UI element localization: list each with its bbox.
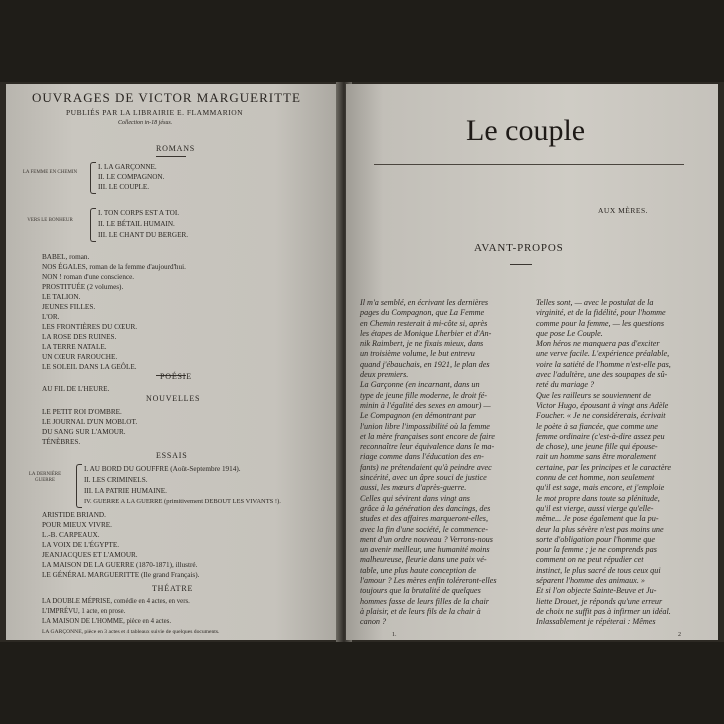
text-line: hommes fasse de leurs filles de la chair bbox=[360, 596, 489, 606]
divider bbox=[156, 156, 186, 157]
list-item: JEUNES FILLES. bbox=[42, 303, 96, 311]
list-item: L'OR. bbox=[42, 313, 60, 321]
poesie-heading: POÉSIE bbox=[160, 372, 192, 381]
text-line: Que les railleurs se souviennent de bbox=[536, 390, 651, 400]
text-line: virginité, et de la fidélité, pour l'homme bbox=[536, 308, 666, 318]
text-line: toujours que la brutalité de quelques bbox=[360, 586, 481, 596]
text-line: type de jeune fille moderne, le droit fé- bbox=[360, 390, 488, 400]
text-line: Le Compagnon (en démontrant par bbox=[360, 411, 476, 421]
romans-heading: ROMANS bbox=[156, 144, 196, 153]
section-rule bbox=[510, 264, 532, 265]
text-line: minin à l'égalité des sexes en amour) — bbox=[360, 400, 491, 410]
list-item: II. LES CRIMINELS. bbox=[84, 476, 148, 484]
text-line: Et si l'on objecte Sainte-Beuve et Ju- bbox=[536, 586, 657, 596]
list-item: LA ROSE DES RUINES. bbox=[42, 333, 117, 341]
list-item: PROSTITUÉE (2 volumes). bbox=[42, 283, 124, 291]
list-item: UN CŒUR FAROUCHE. bbox=[42, 353, 118, 361]
text-line: un avenir meilleur, une humanité moins bbox=[360, 545, 490, 555]
page-number: 2 bbox=[678, 632, 681, 638]
list-item: II. LE BÉTAIL HUMAIN. bbox=[98, 220, 175, 228]
list-item: I. AU BORD DU GOUFFRE (Août-Septembre 1914). bbox=[84, 465, 241, 473]
text-line: sorte d'obligation pour l'homme que bbox=[536, 534, 656, 544]
list-item: LA MAISON DE LA GUERRE (1870-1871), illustré. bbox=[42, 561, 198, 569]
list-item: III. LA PATRIE HUMAINE. bbox=[84, 487, 167, 495]
trilogy-label: LA FEMME EN CHEMIN bbox=[22, 170, 78, 175]
text-line: Foucher. « Je ne considérerais, écrivait bbox=[536, 411, 666, 421]
text-line: reconnaître leur équivalence dans le ma- bbox=[360, 442, 495, 452]
text-line: grâce à la génération des dancings, des bbox=[360, 503, 491, 513]
list-item: LA DOUBLE MÉPRISE, comédie en 4 actes, en vers. bbox=[42, 598, 190, 605]
text-line: table, une plus haute conception de bbox=[360, 565, 476, 575]
text-line: La Garçonne (en incarnant, dans un bbox=[360, 380, 480, 390]
text-line: pages du Compagnon, que La Femme bbox=[360, 308, 485, 318]
text-line: quand j'ébauchais, en 1921, le plan des bbox=[360, 359, 490, 369]
text-line: instinct, le plus sacré de tous ceux qui bbox=[536, 565, 661, 575]
section-title: AVANT-PROPOS bbox=[474, 242, 564, 254]
text-line: à plaisir, et de leurs fils de la chair à bbox=[360, 606, 481, 616]
list-item: I. LA GARÇONNE. bbox=[98, 163, 157, 171]
list-item: III. LE CHANT DU BERGER. bbox=[98, 231, 189, 239]
brace bbox=[90, 208, 96, 242]
text-line: même... Je pose également que la pu- bbox=[536, 514, 659, 524]
text-line: avec la fin d'une société, le commence- bbox=[360, 524, 488, 534]
text-line: de choix ne suffit pas à infirmer un idéal. bbox=[536, 606, 671, 616]
theatre-heading: THÉATRE bbox=[152, 584, 194, 593]
list-item: II. LE COMPAGNON. bbox=[98, 173, 165, 181]
text-line: fants) ne prétendaient qu'à peindre avec bbox=[360, 462, 492, 472]
text-line: l'amour ? Les mères enfin toléreront-elles bbox=[360, 576, 497, 586]
text-line: connu de cet homme, non seulement bbox=[536, 473, 655, 483]
publisher-line: PUBLIÉS PAR LA LIBRAIRIE E. FLAMMARION bbox=[66, 108, 244, 117]
text-line: femme ordinaire (c'est-à-dire assez peu bbox=[536, 431, 665, 441]
list-item: LE TALION. bbox=[42, 293, 81, 301]
list-item: LA GARÇONNE, pièce en 3 actes et 4 tableaux suivie de quelques documents. bbox=[42, 629, 220, 635]
collection-line: Collection in-18 jésus. bbox=[118, 120, 173, 126]
list-item: LA TERRE NATALE. bbox=[42, 343, 107, 351]
trilogy-label: VERS LE BONHEUR bbox=[27, 218, 73, 223]
open-book bbox=[0, 82, 724, 642]
list-item: JEANJACQUES ET L'AMOUR. bbox=[42, 551, 138, 559]
chapter-title: Le couple bbox=[466, 114, 586, 147]
nouvelles-heading: NOUVELLES bbox=[146, 394, 201, 403]
text-line: Celles qui sévirent dans vingt ans bbox=[360, 493, 470, 503]
text-line: ment d'un ordre nouveau ? Verrons-nous bbox=[360, 534, 493, 544]
list-item: LES FRONTIÈRES DU CŒUR. bbox=[42, 323, 138, 331]
list-item: NON ! roman d'une conscience. bbox=[42, 273, 135, 281]
text-line: malheureuse, fleurie dans une paix vé- bbox=[360, 555, 487, 565]
left-page bbox=[6, 84, 342, 640]
text-line: studes et des affaires marqueront-elles, bbox=[360, 514, 489, 524]
text-line: sincérité, avec un âpre souci de justice bbox=[360, 473, 487, 483]
text-line: aussi, les mœurs d'après-guerre. bbox=[360, 483, 467, 493]
text-line: qu'il est vierge, aussi vierge qu'elle- bbox=[536, 503, 654, 513]
text-line: Inlassablement je répéterai : Mêmes bbox=[536, 617, 656, 627]
text-line: le mot propre dans toute sa plénitude, bbox=[536, 493, 660, 503]
text-line: les étapes de Monique Lherbier et d'An- bbox=[360, 328, 492, 338]
text-column-2 bbox=[536, 298, 671, 628]
brace bbox=[76, 464, 82, 508]
list-item: III. LE COUPLE. bbox=[98, 183, 150, 191]
text-line: certaine, par les principes et le caractère bbox=[536, 462, 671, 472]
text-line: deur la plus sévère n'est pas moins une bbox=[536, 524, 664, 534]
text-line: voire la satiété de l'homme n'est-elle pas, bbox=[536, 359, 671, 369]
list-item: L'IMPRÉVU, 1 acte, en prose. bbox=[42, 608, 126, 615]
list-item: LE PETIT ROI D'OMBRE. bbox=[42, 408, 122, 416]
text-line: une verve facile. L'expérience préalable, bbox=[536, 349, 670, 359]
text-line: Telles sont, — avec le postulat de la bbox=[536, 298, 654, 307]
text-line: liette Drouet, je réponds qu'une erreur bbox=[536, 596, 663, 606]
essais-heading: ESSAIS bbox=[156, 451, 188, 460]
dedication: AUX MÈRES. bbox=[598, 206, 649, 215]
text-line: deux premiers. bbox=[360, 370, 409, 380]
list-item: IV. GUERRE A LA GUERRE (primitivement DEBOUT LES VIVANTS !). bbox=[84, 498, 281, 505]
text-line: reté du mariage ? bbox=[536, 380, 595, 390]
title-rule bbox=[374, 164, 684, 165]
text-line: en Chemin resterait à mi-côte si, après bbox=[360, 318, 488, 328]
text-line: Victor Hugo, épousant à vingt ans Adèle bbox=[536, 400, 669, 410]
text-line: séparent l'homme des animaux. » bbox=[536, 576, 646, 586]
text-line: de chose), une jeune fille qui épouse- bbox=[536, 442, 658, 452]
list-item: TÉNÈBRES. bbox=[42, 438, 81, 446]
text-line: qu'il est sage, mais encore, et j'emploie bbox=[536, 483, 665, 493]
list-item: LA MAISON DE L'HOMME, pièce en 4 actes. bbox=[42, 618, 172, 625]
list-item: POUR MIEUX VIVRE. bbox=[42, 521, 112, 529]
essais-series-label: LA DERNIÈRE GUERRE bbox=[28, 472, 62, 483]
brace bbox=[90, 162, 96, 194]
text-line: rait un homme sans être moralement bbox=[536, 452, 656, 462]
text-column-1 bbox=[360, 298, 497, 628]
page-number: 1. bbox=[392, 632, 397, 638]
list-item: LE JOURNAL D'UN MOBLOT. bbox=[42, 418, 138, 426]
list-item: L.-B. CARPEAUX. bbox=[42, 531, 100, 539]
list-item: DU SANG SUR L'AMOUR. bbox=[42, 428, 126, 436]
list-item: LA VOIX DE L'ÉGYPTE. bbox=[42, 541, 120, 549]
list-item: I. TON CORPS EST A TOI. bbox=[98, 209, 180, 217]
text-line: pour la femme ; je ne comprends pas bbox=[536, 545, 657, 555]
text-line: Mon héros ne manquera pas d'exciter bbox=[536, 339, 660, 349]
text-line: canon ? bbox=[360, 617, 387, 627]
text-line: un troisième volume, le but entrevu bbox=[360, 349, 475, 359]
list-item: LE SOLEIL DANS LA GEÔLE. bbox=[42, 363, 137, 371]
text-line: que pose Le Couple. bbox=[536, 328, 603, 338]
right-page bbox=[346, 84, 718, 640]
text-line: riage comme dans l'éducation des en- bbox=[360, 452, 484, 462]
list-item: ARISTIDE BRIAND. bbox=[42, 511, 106, 519]
list-item: AU FIL DE L'HEURE. bbox=[42, 385, 110, 393]
list-item: NOS ÉGALES, roman de la femme d'aujourd'hui. bbox=[42, 263, 186, 271]
text-line: Il m'a semblé, en écrivant les dernières bbox=[360, 298, 489, 307]
text-line: l'union libre l'impossibilité où la femme bbox=[360, 421, 490, 431]
bibliography-title: OUVRAGES DE VICTOR MARGUERITTE bbox=[32, 90, 301, 105]
list-item: LE GÉNÉRAL MARGUERITTE (Ile grand Français). bbox=[42, 571, 200, 579]
text-line: nik Raimbert, je ne fixais mieux, dans bbox=[360, 339, 484, 349]
text-line: comme pour la femme, — les questions bbox=[536, 318, 665, 328]
list-item: BABEL, roman. bbox=[42, 253, 90, 261]
text-line: avec l'adultère, une des soupapes de sû- bbox=[536, 370, 668, 380]
text-line: le poète à sa fiancée, que comme une bbox=[536, 421, 658, 431]
text-line: et la mère françaises sont encore de faire bbox=[360, 431, 495, 441]
text-line: comment on ne peut répudier cet bbox=[536, 555, 644, 565]
